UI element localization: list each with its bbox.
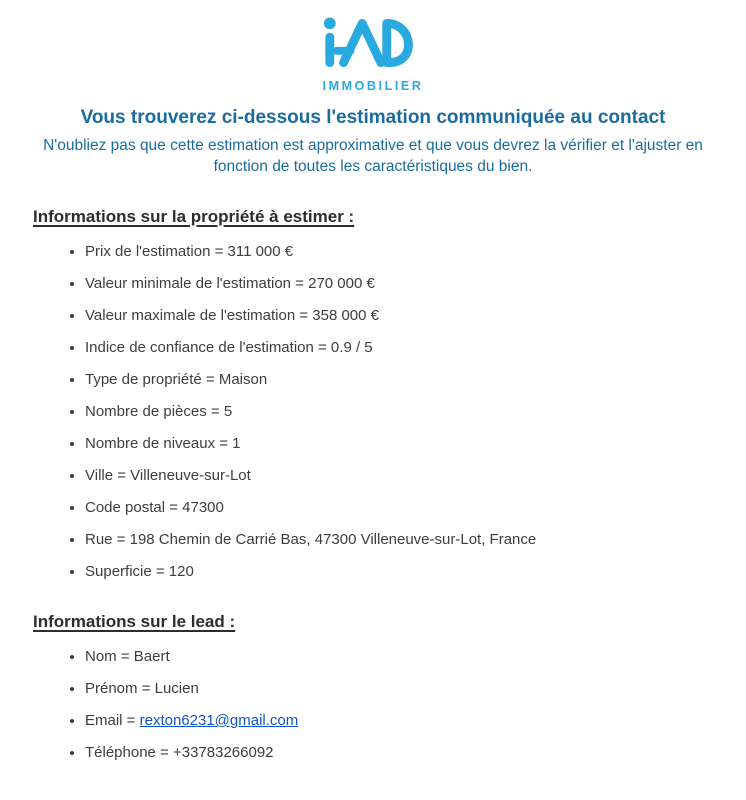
logo-subtitle: IMMOBILIER xyxy=(322,79,424,93)
list-item-first-name: • Prénom = Lucien xyxy=(85,680,713,697)
list-item-levels: • Nombre de niveaux = 1 xyxy=(85,435,713,452)
list-item-property-type: • Type de propriété = Maison xyxy=(85,371,713,388)
lead-info-list xyxy=(33,648,713,761)
property-info-list xyxy=(33,243,713,580)
list-item-min-value: • Valeur minimale de l'estimation = 270 000 € xyxy=(85,275,713,292)
iad-logo-icon xyxy=(319,14,427,72)
email-link[interactable]: rexton6231@gmail.com xyxy=(139,712,299,729)
page-title: Vous trouverez ci-dessous l'estimation communiquée au contact xyxy=(80,107,666,128)
list-item-confidence: • Indice de confiance de l'estimation = 0.9 / 5 xyxy=(85,339,713,356)
list-item-city: • Ville = Villeneuve-sur-Lot xyxy=(85,467,713,484)
page-subtitle: N'oubliez pas que cette estimation est approximative et que vous devrez la vérifier et l'ajuster en fonction de toutes les caractéristiques du bien. xyxy=(43,137,703,175)
list-item-surface: • Superficie = 120 xyxy=(85,563,713,580)
property-section xyxy=(33,207,713,580)
list-item-price: • Prix de l'estimation = 311 000 € xyxy=(85,243,713,260)
lead-section-heading: Informations sur le lead : xyxy=(33,612,236,631)
header xyxy=(33,107,713,177)
list-item-phone: • Téléphone = +33783266092 xyxy=(85,744,713,761)
list-item-email xyxy=(85,712,713,729)
list-item-street: • Rue = 198 Chemin de Carrié Bas, 47300 Villeneuve-sur-Lot, France xyxy=(85,531,713,548)
list-item-rooms: • Nombre de pièces = 5 xyxy=(85,403,713,420)
email-label: Email = xyxy=(85,712,140,729)
lead-section xyxy=(33,612,713,761)
list-item-max-value: • Valeur maximale de l'estimation = 358 000 € xyxy=(85,307,713,324)
property-section-heading: Informations sur la propriété à estimer : xyxy=(33,207,355,226)
logo-block xyxy=(33,10,713,93)
list-item-postal-code: • Code postal = 47300 xyxy=(85,499,713,516)
list-item-last-name: • Nom = Baert xyxy=(85,648,713,665)
